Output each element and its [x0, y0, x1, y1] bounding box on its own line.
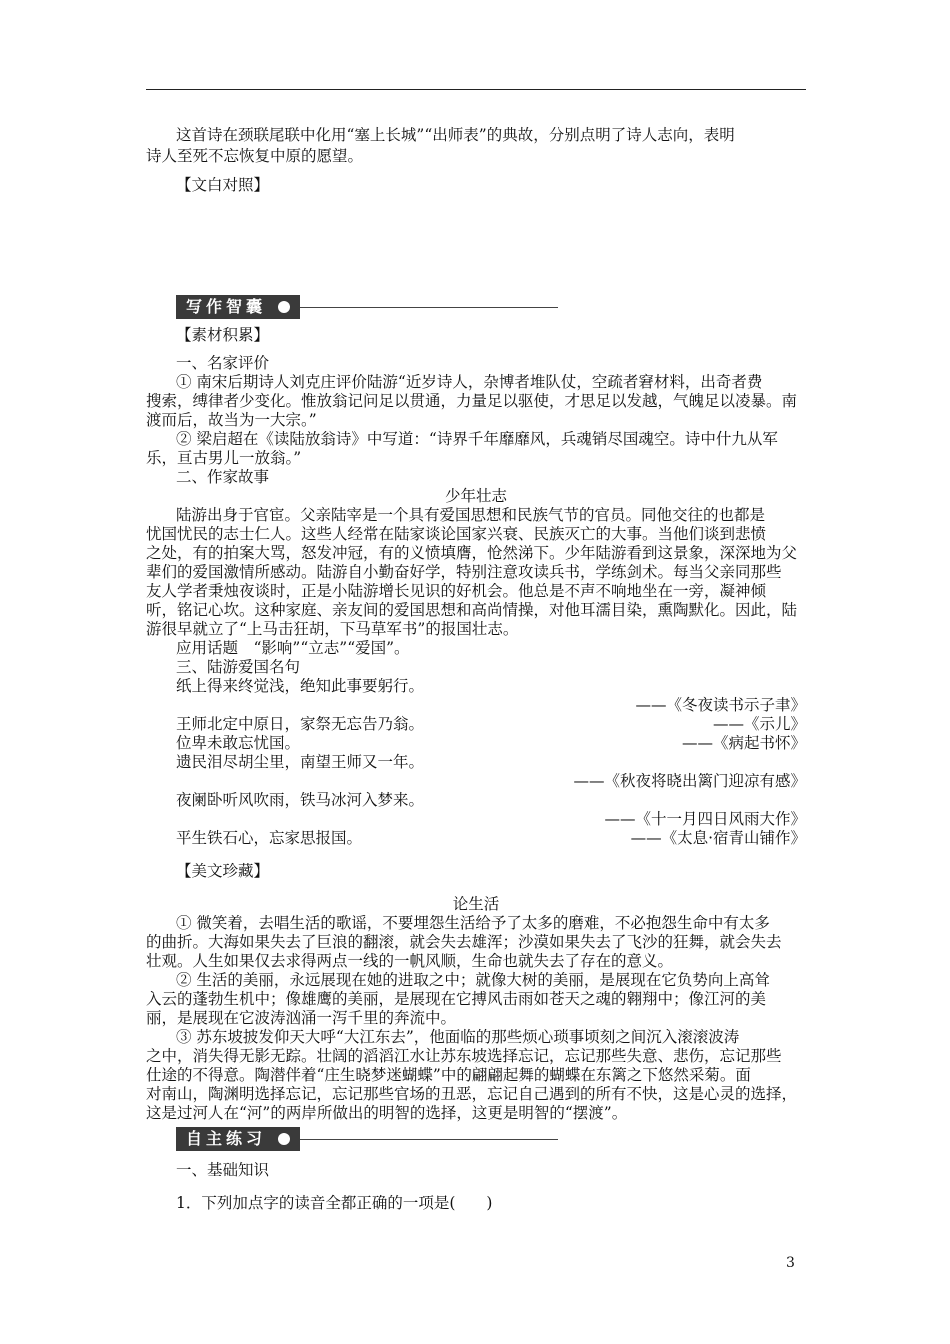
story-line-1: 陆游出身于官宦。父亲陆宰是一个具有爱国思想和民族气节的官员。同他交往的也都是	[176, 506, 766, 524]
banner-rule	[300, 307, 558, 308]
topic-line: 应用话题 “影响”“立志”“爱国”。	[176, 639, 410, 657]
part3-title: 三、陆游爱国名句	[176, 658, 301, 676]
page-number: 3	[786, 1255, 795, 1271]
essay-p2-line-2: 入云的蓬勃生机中；像雄鹰的美丽，是展现在它搏风击雨如苍天之魂的翱翔中；像江河的美	[146, 990, 767, 1008]
essay-p2-line-1: ② 生活的美丽，永远展现在她的进取之中；就像大树的美丽，是展现在它负势向上高耸	[176, 971, 770, 989]
story-title: 少年壮志	[444, 487, 507, 505]
essay-p3-line-2: 之中，消失得无影无踪。壮阔的滔滔江水让苏东坡选择忘记，忘记那些失意、悲伤，忘记那些	[146, 1047, 782, 1065]
essay-p1-line-2: 的曲折。大海如果失去了巨浪的翻滚，就会失去雄浑；沙漠如果失去了飞沙的狂舞，就会失去	[146, 933, 782, 951]
story-line-2: 忧国忧民的志士仁人。这些人经常在陆家谈论国家兴衰、民族灭亡的大事。当他们谈到悲愤	[146, 525, 767, 543]
intro-line-2: 诗人至死不忘恢复中原的愿望。	[146, 147, 364, 165]
essay-p3-line-4: 对南山，陶渊明选择忘记，忘记那些官场的丑恶，忘记自己遇到的所有不快，这是心灵的选择，	[146, 1085, 798, 1103]
header-rule	[146, 89, 806, 90]
quote-source-2: ——《示儿》	[712, 715, 806, 733]
quote-line-4: 遗民泪尽胡尘里，南望王师又一年。	[176, 753, 425, 771]
quote-source-4: ——《秋夜将晓出篱门迎凉有感》	[573, 772, 806, 790]
intro-line-1: 这首诗在颈联尾联中化用“塞上长城”“出师表”的典故，分别点明了诗人志向，表明	[176, 126, 735, 144]
essay-p3-line-5: 这是过河人在“河”的两岸所做出的明智的选择，这更是明智的“摆渡”。	[146, 1104, 628, 1122]
part2-title: 二、作家故事	[176, 468, 270, 486]
banner-dot-icon	[278, 301, 290, 313]
story-line-5: 友人学者秉烛夜谈时，正是小陆游增长见识的好机会。他总是不声不响地坐在一旁，凝神倾	[146, 582, 767, 600]
essay-p3-line-3: 仕途的不得意。陶潜伴着“庄生晓梦迷蝴蝶”中的翩翩起舞的蝴蝶在东篱之下悠然采菊。面	[146, 1066, 751, 1084]
essay-title: 论生活	[452, 895, 500, 913]
story-line-7: 游很早就立了“上马击狂胡，下马草军书”的报国壮志。	[146, 620, 519, 638]
quote-source-1: ——《冬夜读书示子聿》	[635, 696, 806, 714]
part1-p2-line-1: ② 梁启超在《读陆放翁诗》中写道：“诗界千年靡靡风，兵魂销尽国魂空。诗中什九从军	[176, 430, 778, 448]
sucai-heading: 【素材积累】	[176, 326, 270, 344]
question-1: 1．下列加点字的读音全都正确的一项是( )	[176, 1194, 493, 1212]
essay-p1-line-1: ① 微笑着，去唱生活的歌谣，不要埋怨生活给予了太多的磨难，不必抱怨生命中有太多	[176, 914, 770, 932]
story-line-4: 辈们的爱国激情所感动。陆游自小勤奋好学，特别注意攻读兵书，学练剑术。每当父亲同那些	[146, 563, 782, 581]
section-banner-writing	[176, 295, 558, 319]
part1-p1-line-3: 渡而后，故当为一大宗。”	[146, 411, 317, 429]
quote-source-5: ——《十一月四日风雨大作》	[604, 810, 806, 828]
part1-p2-line-2: 乐，亘古男儿一放翁。”	[146, 449, 302, 467]
quote-line-5: 夜阑卧听风吹雨，铁马冰河入梦来。	[176, 791, 425, 809]
essay-p3-line-1: ③ 苏东坡披发仰天大呼“大江东去”，他面临的那些烦心琐事顷刻之间沉入滚滚波涛	[176, 1028, 740, 1046]
banner-label: 写作智囊	[176, 295, 300, 319]
quote-source-3: ——《病起书怀》	[681, 734, 806, 752]
quote-line-6: 平生铁石心，忘家思报国。	[176, 829, 363, 847]
banner-rule	[300, 1139, 558, 1140]
quote-source-6: ——《太息·宿青山铺作》	[630, 829, 806, 847]
part1-p1-line-1: ① 南宋后期诗人刘克庄评价陆游“近岁诗人，杂博者堆队仗，空疏者窘材料，出奇者费	[176, 373, 763, 391]
practice-part1-title: 一、基础知识	[176, 1161, 270, 1179]
story-line-6: 听，铭记心坎。这种家庭、亲友间的爱国思想和高尚情操，对他耳濡目染，熏陶默化。因此，陆	[146, 601, 798, 619]
quote-line-1: 纸上得来终觉浅，绝知此事要躬行。	[176, 677, 425, 695]
banner-label: 自主练习	[176, 1127, 300, 1151]
quote-line-2: 王师北定中原日，家祭无忘告乃翁。	[176, 715, 425, 733]
quote-line-3: 位卑未敢忘忧国。	[176, 734, 301, 752]
wenbai-heading: 【文白对照】	[176, 176, 270, 194]
section-banner-practice	[176, 1127, 558, 1151]
essay-p1-line-3: 壮观。人生如果仅去求得两点一线的一帆风顺，生命也就失去了存在的意义。	[146, 952, 674, 970]
story-line-3: 之处，有的拍案大骂，怒发冲冠，有的义愤填膺，怆然涕下。少年陆游看到这景象，深深地为父	[146, 544, 798, 562]
banner-dot-icon	[278, 1133, 290, 1145]
part1-p1-line-2: 搜索，缚律者少变化。惟放翁记问足以贯通，力量足以驱使，才思足以发越，气魄足以凌暴。南	[146, 392, 798, 410]
part1-title: 一、名家评价	[176, 354, 270, 372]
essay-p2-line-3: 丽，是展现在它波涛汹涌一泻千里的奔流中。	[146, 1009, 457, 1027]
meiwen-heading: 【美文珍藏】	[176, 862, 270, 880]
